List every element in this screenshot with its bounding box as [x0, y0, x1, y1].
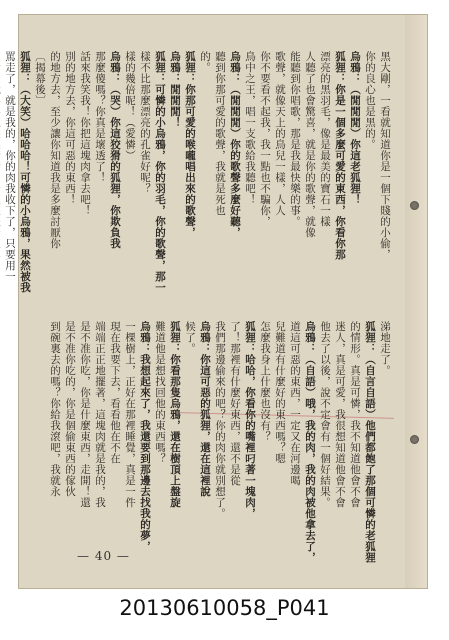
- text-column: 難道他是想找回他的東西嗎？: [154, 321, 166, 464]
- upper-text-block: [4, 51, 391, 293]
- text-column: 黑大剛，一看就知道你是一個下賤的小偷，: [379, 51, 391, 260]
- text-column: 罵走了，就是我的，你的肉我收下了，只要用一: [4, 51, 16, 282]
- text-column: 是不准你吃的，你是個偷東西的傢伙: [64, 321, 76, 497]
- text-column: 兒難道有什麼好的東西嗎？嗯: [274, 321, 286, 464]
- text-column: 你不要看不起我，我一點也不騙你，: [259, 51, 271, 227]
- text-column: 道這可惡的東西，一定又在河邊喝: [289, 321, 301, 486]
- text-column: 烏鴉：（閒閒閒）你這老狐狸！: [349, 51, 361, 205]
- text-column: 烏鴉：你這可惡的狐狸，還在這裡說: [199, 321, 211, 497]
- text-column: [0, 51, 1, 291]
- document-page: [4, 14, 428, 589]
- text-column: 能聽到你唱歌，那是我最快樂的事。: [289, 51, 301, 227]
- text-column: 烏鴉：（哭）你這狡猾的狐狸，你欺負我: [109, 51, 121, 249]
- text-column: 的。: [199, 51, 211, 73]
- text-column: 漂亮的黑羽毛，像是最美的寶石一樣: [319, 51, 331, 227]
- text-column: 候了。: [184, 321, 196, 354]
- text-column: 涕地走了。: [379, 321, 391, 376]
- punch-hole: [410, 435, 419, 444]
- page-number: — 40 —: [77, 549, 130, 563]
- text-column: 了！那裡有什麼好東西，還不是從: [229, 321, 241, 486]
- text-column: 狐狸：（大笑）哈哈哈！可憐的小烏鴉，果然被我: [19, 51, 31, 293]
- text-column: 樣的幾倍呢！（愛憐）: [124, 51, 136, 161]
- text-column: 到碗裏去的嗎？你給我滾吧，我就永: [49, 321, 61, 497]
- text-column: 〔揭幕後〕: [34, 51, 46, 106]
- text-column: 狐狸：哈哈，你看你的嘴裡叼著一塊肉，: [244, 321, 256, 519]
- text-column: 狐狸：你看那隻烏鴉，還在樹頂上盤旋: [169, 321, 181, 508]
- lower-text-block: [51, 321, 391, 561]
- text-column: 狐狸：可憐的小烏鴉，你的羽毛，你的歌聲，那一: [154, 51, 166, 293]
- text-column: 狐狸：（自言自語）他們都飽了那個可憐的老狐狸: [364, 321, 376, 563]
- text-column: 你的良心也是黑的。: [364, 51, 376, 150]
- text-column: 迷人，真是可愛，我很想知道他會不會: [334, 321, 346, 508]
- text-column: 別的地方去，你這可惡的東西！: [64, 51, 76, 205]
- text-column: 歌聲，就像天上的鳥兒一樣，人人: [274, 51, 286, 216]
- text-column: 人聽了也會驚喜，就是你的歌聲，就像: [304, 51, 316, 238]
- text-column: 狐狸：你那可愛的喉嚨唱出來的歌聲，: [184, 51, 196, 238]
- text-column: 聽到你那可愛的歌聲，我就是死也: [214, 51, 226, 216]
- text-column: 狐狸：你是一個多麼可愛的東西，你看你那: [334, 51, 346, 260]
- punch-hole: [410, 201, 419, 210]
- text-column: 現在我要下去，看看他在不在: [109, 321, 121, 464]
- text-column: 鳥中之王，唱一支歌給我聽吧！: [244, 51, 256, 205]
- archive-caption: 20130610058_P041: [119, 596, 330, 620]
- text-column: 一棵樹上，正好在那裡睡覺，真是一件: [124, 321, 136, 508]
- text-column: 是不准你吃，你是什麼東西，走開！還: [79, 321, 91, 508]
- text-column: 烏鴉：閒閒閒！: [169, 51, 181, 128]
- text-column: 端端正正地擺著，這塊肉就是我的，我: [94, 321, 106, 508]
- text-column: 話來我笑我！你把這塊肉拿去吧！: [79, 51, 91, 216]
- text-column: 的地方去，至少讓你知道我是多麼討厭你: [49, 51, 61, 249]
- text-column: 他去了以後，說不定會有一個好結果。: [319, 321, 331, 508]
- binding-strip: [405, 15, 427, 588]
- text-column: 的情形。真是可憐，我不知道他會不會: [349, 321, 361, 508]
- text-column: 我們那邊偷來的吧？你的肉你就別想了。: [214, 321, 226, 519]
- text-column: 烏鴉：（閒閒閒）你的歌聲多麼好聽，: [229, 51, 241, 238]
- text-column: 怎麼我身上什麼也沒有？: [259, 321, 271, 442]
- text-column: 那麼傻嗎？你真是壞透了！: [94, 51, 106, 183]
- text-column: 烏鴉：我想起來了，我還要到那邊去找我的夢，: [139, 321, 151, 552]
- text-column: 烏鴉：（自語）哦，我的肉，我的肉被他拿去了，: [304, 321, 316, 563]
- text-column: 樣不比那麼漂亮的孔雀好呢？: [139, 51, 151, 194]
